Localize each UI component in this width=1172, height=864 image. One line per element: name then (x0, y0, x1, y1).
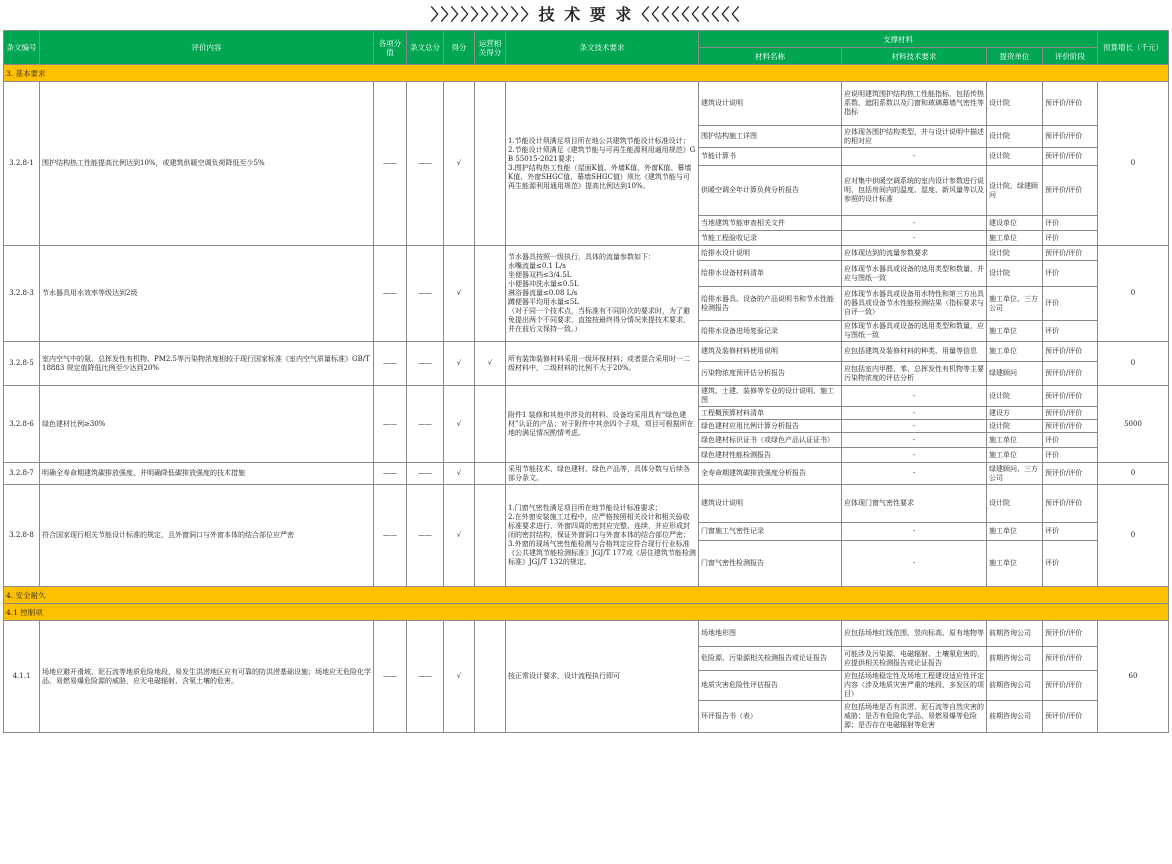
item-score: —— (374, 342, 407, 386)
page-title: 〉〉〉〉〉〉〉〉〉〉技 术 要 求〈〈〈〈〈〈〈〈〈〈 (430, 5, 742, 24)
eval-stage: 评价 (1043, 321, 1098, 342)
material-requirement: 应包括建筑及装修材料的种类、用量等信息 (842, 342, 987, 362)
col-code: 条文编号 (4, 31, 40, 65)
ops-score: √ (475, 342, 506, 386)
ops-score (475, 485, 506, 587)
item-score: —— (374, 621, 407, 733)
eval-stage: 预评价/评价 (1043, 621, 1098, 647)
provider: 前期咨询公司 (987, 647, 1043, 671)
provider: 设计院 (987, 82, 1043, 126)
material-name: 建筑、土建、装修等专业的设计说明、施工图 (699, 386, 842, 407)
material-name: 建筑及装修材料使用说明 (699, 342, 842, 362)
tech-requirement: 节水器具按照一级执行，具体的流量参数如下： 水嘴流量≤0.1 L/s 坐便器双档≤3/4.5L 小便器冲洗水量≤0.5L 淋浴器流量≤0.08 L/s 蹲便器平均用水量≤5L （对于同一个技术点，当标准有不同阶次的要求时，为了避免提出两个不同要求，直接按最终得分情况来提技术要求，并在前后文保持一致。） (506, 246, 699, 342)
budget-increase: 0 (1098, 342, 1169, 386)
tech-requirement: 采用节能技术、绿色建材、绿色产品等，具体分数与后续各部分条文。 (506, 463, 699, 485)
provider: 施工单位 (987, 433, 1043, 448)
material-name: 给排水器具、设备的产品说明书和节水性能检测报告 (699, 287, 842, 321)
material-name: 围护结构施工详图 (699, 126, 842, 148)
provider: 设计院 (987, 485, 1043, 523)
material-requirement: 应体现达到的流量参数要求 (842, 246, 987, 261)
item-score: —— (374, 246, 407, 342)
material-requirement: - (842, 463, 987, 485)
material-requirement: - (842, 541, 987, 587)
provider: 设计院、绿建顾问 (987, 166, 1043, 216)
eval-stage: 预评价/评价 (1043, 701, 1098, 733)
section-basic-requirements: 3. 基本要求 (4, 65, 1169, 82)
clause-code: 3.2.8-8 (4, 485, 40, 587)
score-check: √ (444, 485, 475, 587)
material-requirement: - (842, 216, 987, 231)
evaluation-content: 明确全寿命期建筑碳排放强度，并明确降低碳排放强度的技术措施 (40, 463, 374, 485)
clause-code: 3.2.8-3 (4, 246, 40, 342)
eval-stage: 评价 (1043, 261, 1098, 287)
col-ops-score: 运营相关得分 (475, 31, 506, 65)
provider: 施工单位 (987, 448, 1043, 463)
provider: 施工单位、三方公司 (987, 287, 1043, 321)
eval-stage: 预评价/评价 (1043, 420, 1098, 433)
eval-stage: 预评价/评价 (1043, 166, 1098, 216)
tech-requirement: 1.门窗气密性满足项目所在地节能设计标准要求； 2.在外窗安装施工过程中，应严格按照相关设计和相关验收标准要求进行，外窗四周的密封应完整、连续，并应形成封闭的密封结构，保证外窗洞口与外窗本体的结合部位严密； 3.外窗的现场气密性能检测与合格判定应符合现行行业标准《公共建筑节能检测标准》JGJ/T 177或《居住建筑节能检测标准》JGJ/T 132的规定。 (506, 485, 699, 587)
evaluation-content: 室内空气中的氨、总挥发性有机物、PM2.5等污染物浓度相较于现行国家标准《室内空气质量标准》GB/T 18883 规定值降低比例至少达到20% (40, 342, 374, 386)
tech-requirement: 所有装饰装修材料采用一级环保材料；或者混合采用时一二级材料中，二级材料的比例不大于20%。 (506, 342, 699, 386)
table-row (4, 82, 1169, 126)
provider: 设计院 (987, 420, 1043, 433)
score-check: √ (444, 82, 475, 246)
provider: 前期咨询公司 (987, 671, 1043, 701)
provider: 前期咨询公司 (987, 701, 1043, 733)
material-name: 建筑设计说明 (699, 485, 842, 523)
provider: 设计院 (987, 386, 1043, 407)
eval-stage: 预评价/评价 (1043, 407, 1098, 420)
budget-increase: 0 (1098, 82, 1169, 246)
total-score: —— (407, 485, 444, 587)
item-score: —— (374, 386, 407, 463)
material-name: 绿色建材性能检测报告 (699, 448, 842, 463)
total-score: —— (407, 246, 444, 342)
eval-stage: 预评价/评价 (1043, 386, 1098, 407)
col-item-score: 各项分值 (374, 31, 407, 65)
ops-score (475, 386, 506, 463)
clause-code: 3.2.8-6 (4, 386, 40, 463)
material-name: 节能计算书 (699, 148, 842, 166)
section-safety-durability: 4. 安全耐久 (4, 587, 1169, 604)
evaluation-content: 节水器具用水效率等级达到2级 (40, 246, 374, 342)
material-name: 环评报告书（表） (699, 701, 842, 733)
item-score: —— (374, 82, 407, 246)
col-score: 得分 (444, 31, 475, 65)
eval-stage: 评价 (1043, 541, 1098, 587)
provider: 设计院 (987, 126, 1043, 148)
material-name: 给排水设备材料清单 (699, 261, 842, 287)
material-requirement: - (842, 448, 987, 463)
material-name: 场地地形图 (699, 621, 842, 647)
eval-stage: 预评价/评价 (1043, 463, 1098, 485)
material-name: 门窗施工气密性记录 (699, 523, 842, 541)
material-name: 给排水设备进场复验记录 (699, 321, 842, 342)
provider: 绿建顾问 (987, 362, 1043, 386)
provider: 施工单位 (987, 523, 1043, 541)
eval-stage: 评价 (1043, 231, 1098, 246)
eval-stage: 预评价/评价 (1043, 246, 1098, 261)
provider: 设计院 (987, 246, 1043, 261)
material-name: 当地建筑节能审查相关文件 (699, 216, 842, 231)
ops-score (475, 463, 506, 485)
material-name: 全寿命期建筑碳排放强度分析报告 (699, 463, 842, 485)
evaluation-content: 围护结构热工性能提高比例达到10%，或建筑供暖空调负荷降低至少5% (40, 82, 374, 246)
material-requirement: - (842, 148, 987, 166)
eval-stage: 评价 (1043, 523, 1098, 541)
provider: 前期咨询公司 (987, 621, 1043, 647)
budget-increase: 60 (1098, 621, 1169, 733)
clause-code: 3.2.8-7 (4, 463, 40, 485)
material-name: 危险源、污染源相关检测报告或论证报告 (699, 647, 842, 671)
clause-code: 3.2.8-5 (4, 342, 40, 386)
item-score: —— (374, 463, 407, 485)
table-row (4, 485, 1169, 523)
clause-code: 3.2.8-1 (4, 82, 40, 246)
eval-stage: 评价 (1043, 287, 1098, 321)
budget-increase: 0 (1098, 485, 1169, 587)
material-requirement: 应包括场地稳定性及场地工程建设适应性评定内容（涉及地质灾害严重的地段、多发区的项目） (842, 671, 987, 701)
score-check: √ (444, 386, 475, 463)
eval-stage: 预评价/评价 (1043, 485, 1098, 523)
material-name: 污染物浓度预评估分析报告 (699, 362, 842, 386)
tech-requirement: 1.节能设计须满足项目所在地公共建筑节能设计标准设计； 2.节能设计须满足《建筑节能与可再生能源利用通用规范》GB 55015-2021要求； 3.围护结构热工性能（屋面K值、外墙K值、外窗K值、幕墙K值、外窗SHGC值、幕墙SHGC值）须比《建筑节能与可再生能源利用通用规范》提高比例达到10%。 (506, 82, 699, 246)
provider: 施工单位 (987, 541, 1043, 587)
material-name: 门窗气密性检测报告 (699, 541, 842, 587)
material-name: 地质灾害危险性评估报告 (699, 671, 842, 701)
eval-stage: 预评价/评价 (1043, 148, 1098, 166)
col-content: 评价内容 (40, 31, 374, 65)
score-check: √ (444, 463, 475, 485)
total-score: —— (407, 82, 444, 246)
table-body (4, 65, 1169, 733)
material-requirement: 应包括室内甲醛、苯、总挥发性有机物等主要污染物浓度的评估分析 (842, 362, 987, 386)
total-score: —— (407, 342, 444, 386)
material-requirement: - (842, 433, 987, 448)
table-row (4, 621, 1169, 647)
col-budget: 预算增长（千元） (1098, 31, 1169, 65)
ops-score (475, 82, 506, 246)
material-requirement: - (842, 420, 987, 433)
total-score: —— (407, 463, 444, 485)
evaluation-content: 符合国家现行相关节能设计标准的规定，且外窗洞口与外窗本体的结合部位应严密 (40, 485, 374, 587)
provider: 设计院 (987, 148, 1043, 166)
col-provider: 提资单位 (987, 48, 1043, 65)
table-row (4, 386, 1169, 407)
eval-stage: 预评价/评价 (1043, 126, 1098, 148)
material-name: 工程概预算材料清单 (699, 407, 842, 420)
eval-stage: 预评价/评价 (1043, 82, 1098, 126)
provider: 绿建顾问、三方公司 (987, 463, 1043, 485)
col-stage: 评价阶段 (1043, 48, 1098, 65)
material-name: 节能工程验收记录 (699, 231, 842, 246)
provider: 设计院 (987, 261, 1043, 287)
table-row (4, 342, 1169, 362)
budget-increase: 5000 (1098, 386, 1169, 463)
material-requirement: 应对集中供暖空调系统的室内设计参数进行说明，包括房间内的温度、湿度、新风量等以及参照的设计标准 (842, 166, 987, 216)
table-header (4, 31, 1169, 65)
col-tech-req: 条文技术要求 (506, 31, 699, 65)
material-requirement: 应包括场地是否有洪涝、泥石流等自然灾害的威胁；是否有危险化学品、易燃易爆等危险源；是否存在电磁辐射等危害 (842, 701, 987, 733)
total-score: —— (407, 621, 444, 733)
provider: 施工单位 (987, 231, 1043, 246)
tech-requirement: 附件1 装修和其他中涉及的材料、设备均采用具有“绿色建材”认证的产品；对于附件中其余四个子项，项目可根据所在地的满足情况酌情考虑。 (506, 386, 699, 463)
eval-stage: 预评价/评价 (1043, 342, 1098, 362)
material-requirement: 应包括场地红线范围、竖向标高、原有地物等 (842, 621, 987, 647)
clause-code: 4.1.1 (4, 621, 40, 733)
requirements-table (3, 30, 1169, 733)
section-control-items: 4.1 控制项 (4, 604, 1169, 621)
col-material-req: 材料技术要求 (842, 48, 987, 65)
evaluation-content: 绿色建材比例≥30% (40, 386, 374, 463)
evaluation-content: 场地应避开滑坡、泥石流等地质危险地段，易发生洪涝地区应有可靠的防洪涝基础设施；场地应无危险化学品、易燃易爆危险源的威胁，应无电磁辐射、含氡土壤的危害。 (40, 621, 374, 733)
col-support: 支撑材料 (699, 31, 1098, 48)
budget-increase: 0 (1098, 463, 1169, 485)
material-requirement: 应体现节水器具或设备的选用类型和数量，应与图纸一致 (842, 321, 987, 342)
provider: 施工单位 (987, 342, 1043, 362)
score-check: √ (444, 246, 475, 342)
provider: 建设单位 (987, 216, 1043, 231)
eval-stage: 预评价/评价 (1043, 647, 1098, 671)
material-requirement: 应体现节水器具或设备的选用类型和数量，并应与图纸一致 (842, 261, 987, 287)
ops-score (475, 246, 506, 342)
col-total-score: 条文总分 (407, 31, 444, 65)
material-requirement: 应体现节水器具或设备用水特性和第三方出具的器具或设备节水性能检测结果（指标要求与自评一致） (842, 287, 987, 321)
item-score: —— (374, 485, 407, 587)
eval-stage: 预评价/评价 (1043, 362, 1098, 386)
provider: 建设方 (987, 407, 1043, 420)
material-name: 绿色建材应用比例计算分析报告 (699, 420, 842, 433)
material-requirement: - (842, 231, 987, 246)
table-row (4, 246, 1169, 261)
total-score: —— (407, 386, 444, 463)
material-requirement: - (842, 386, 987, 407)
material-name: 建筑设计说明 (699, 82, 842, 126)
material-name: 供暖空调全年计算负荷分析报告 (699, 166, 842, 216)
eval-stage: 评价 (1043, 216, 1098, 231)
material-name: 给排水设计说明 (699, 246, 842, 261)
provider: 施工单位 (987, 321, 1043, 342)
material-name: 绿色建材标识证书（或绿色产品认证证书） (699, 433, 842, 448)
tech-requirement: 按正常设计要求，设计流程执行即可 (506, 621, 699, 733)
eval-stage: 预评价/评价 (1043, 671, 1098, 701)
ops-score (475, 621, 506, 733)
score-check: √ (444, 342, 475, 386)
material-requirement: 应说明建筑围护结构热工性能指标，包括传热系数、遮阳系数以及门窗和玻璃幕墙气密性等指标 (842, 82, 987, 126)
material-requirement: - (842, 407, 987, 420)
table-row (4, 463, 1169, 485)
material-requirement: 可能涉及污染源、电磁辐射、土壤氡危害的，应提供相关检测报告或论证报告 (842, 647, 987, 671)
material-requirement: 应体现门窗气密性要求 (842, 485, 987, 523)
material-requirement: 应体现各围护结构类型，并与设计说明中描述的相对应 (842, 126, 987, 148)
material-requirement: - (842, 523, 987, 541)
budget-increase: 0 (1098, 246, 1169, 342)
eval-stage: 评价 (1043, 433, 1098, 448)
col-material-name: 材料名称 (699, 48, 842, 65)
eval-stage: 评价 (1043, 448, 1098, 463)
score-check: √ (444, 621, 475, 733)
